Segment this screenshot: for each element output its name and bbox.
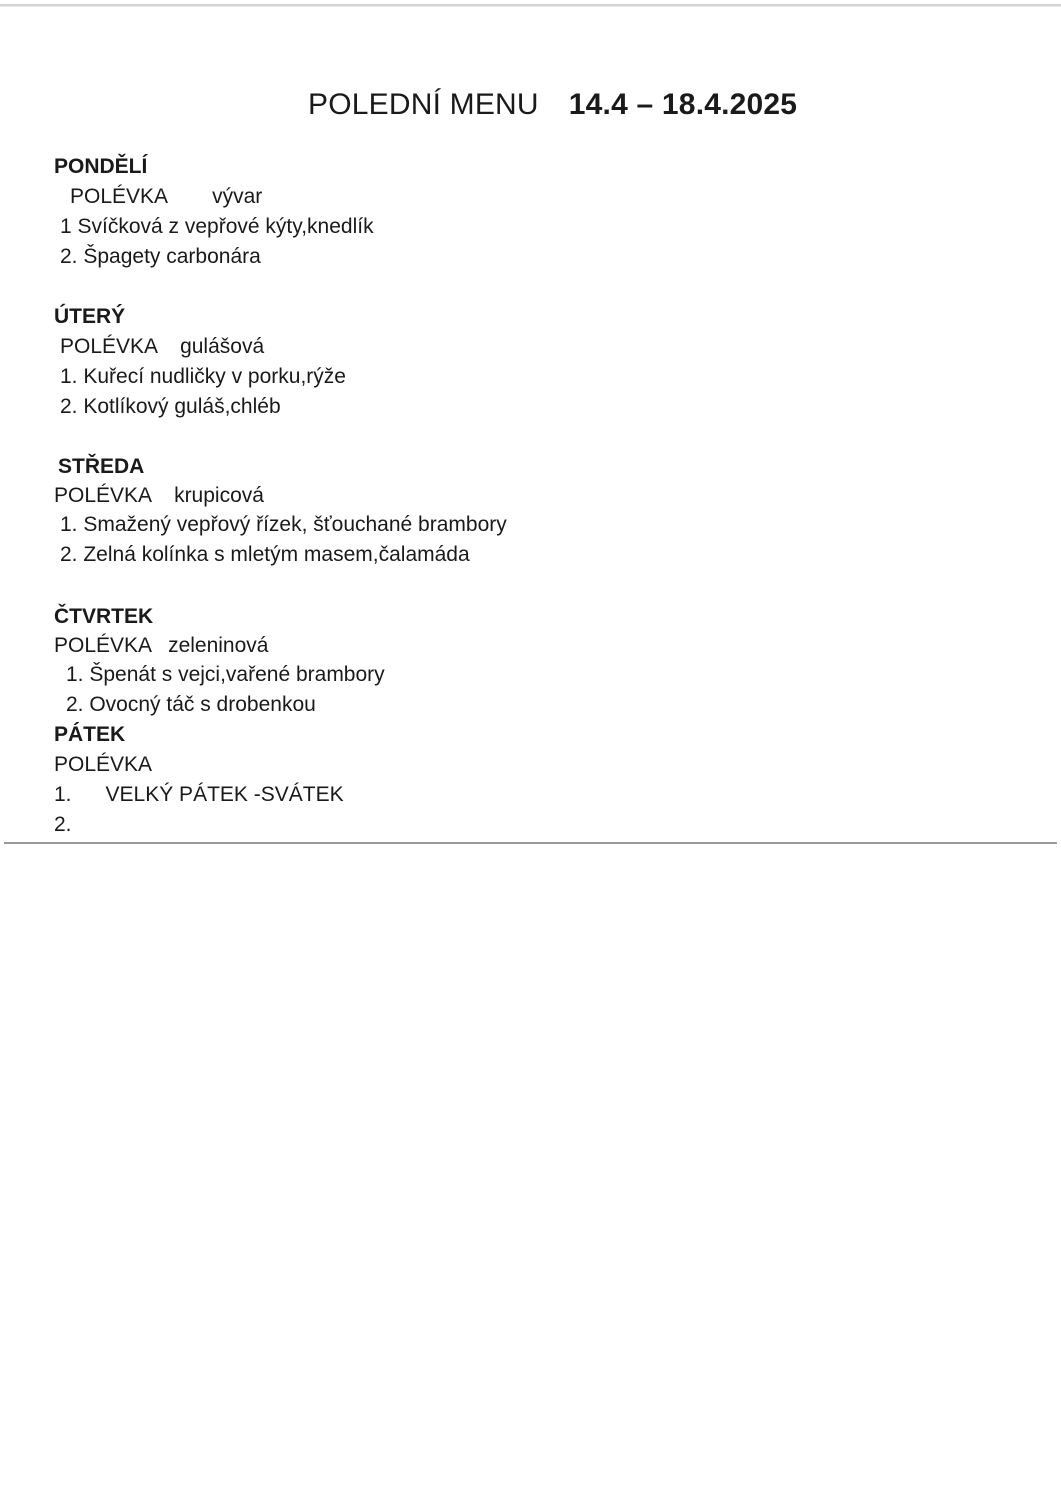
day-heading-wednesday: STŘEDA [58,455,145,478]
item-number: 1. [54,783,72,806]
soup-label: POLÉVKA [54,484,153,507]
soup-name: vývar [212,185,263,208]
menu-item: 2. Ovocný táč s drobenkou [66,693,316,716]
menu-item: 2. Špagety carbonára [60,245,261,268]
soup-name: gulášová [180,335,265,358]
soup-label: POLÉVKA [60,335,159,358]
soup-name: zeleninová [168,634,269,657]
item-text: VELKÝ PÁTEK -SVÁTEK [105,783,344,806]
day-heading-monday: PONDĚLÍ [54,155,148,178]
menu-item: 1. Kuřecí nudličky v porku,rýže [60,365,346,388]
day-heading-thursday: ČTVRTEK [54,605,154,628]
menu-item-friday-1 [54,782,344,808]
menu-item-friday-2: 2. [54,813,72,836]
menu-item: 2. Zelná kolínka s mletým masem,čalamáda [60,543,470,566]
soup-line-monday [70,184,262,210]
menu-item: 2. Kotlíkový guláš,chléb [60,395,281,418]
menu-item: 1. Špenát s vejci,vařené brambory [66,663,385,686]
soup-label: POLÉVKA [54,634,153,657]
soup-label: POLÉVKA [70,185,169,208]
soup-line-thursday [54,633,268,659]
soup-name: krupicová [174,484,264,507]
day-heading-friday: PÁTEK [54,723,126,746]
menu-item: 1 Svíčková z vepřové kýty,knedlík [60,215,374,238]
date-range: 14.4 – 18.4.2025 [568,88,798,121]
soup-line-wednesday [54,483,264,509]
menu-item: 1. Smažený vepřový řízek, šťouchané brambory [60,513,507,536]
title-text: POLEDNÍ MENU [308,88,539,121]
scan-edge-bottom [4,842,1057,844]
page-title [308,88,797,122]
day-heading-tuesday: ÚTERÝ [54,305,126,328]
scan-edge-top [0,4,1061,7]
soup-line-tuesday [60,334,264,360]
soup-label-friday: POLÉVKA [54,753,153,776]
